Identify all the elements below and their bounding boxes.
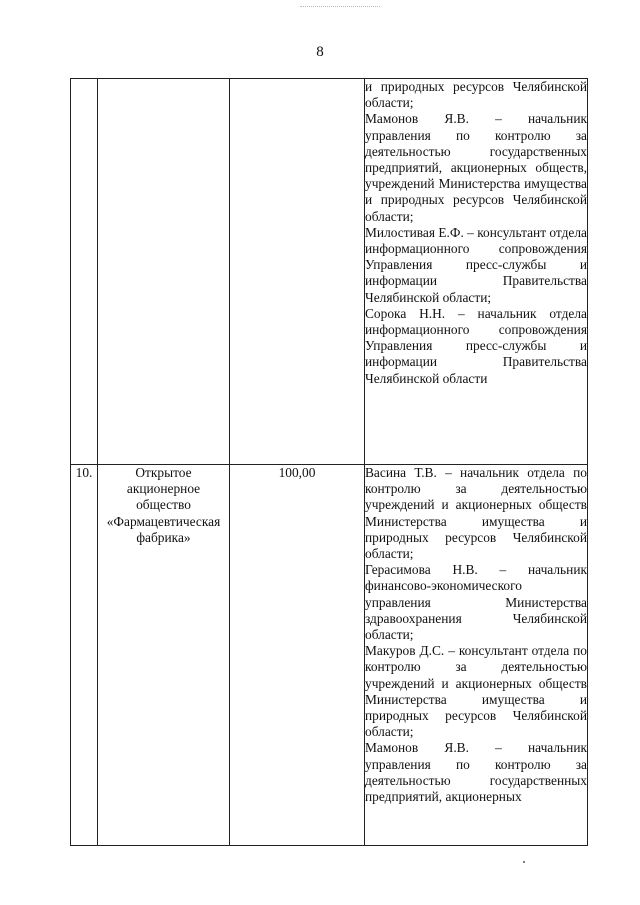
- organization-name-line: Открытое: [135, 465, 192, 480]
- organization-cell: [98, 79, 230, 465]
- row-number-cell: [71, 79, 98, 465]
- organization-cell: [98, 465, 230, 846]
- persons-cell: [365, 465, 588, 846]
- organization-name-line: фабрика»: [136, 529, 191, 545]
- person-entry: Мамонов Я.В. – начальник управления по контролю за деятельностью государственных предприятий, акционерных: [365, 740, 587, 805]
- person-entry: Сорока Н.Н. – начальник отдела информационного сопровождения Управления пресс-службы и информации Правительства Челябинской области: [365, 305, 587, 386]
- page-number: 8: [316, 44, 324, 60]
- person-entry: Герасимова Н.В. – начальник финансово-экономического управления Министерства здравоохранения Челябинской области;: [365, 562, 587, 643]
- person-entry: и природных ресурсов Челябинской области;: [365, 79, 587, 111]
- person-entry: Милостивая Е.Ф. – консультант отдела информационного сопровождения Управления пресс-службы и информации Правительства Челябинской области;: [365, 224, 587, 305]
- table-row: [71, 79, 588, 465]
- row-number-cell: 10.: [71, 465, 98, 846]
- persons-table: [70, 78, 588, 846]
- organization-name-line: «Фармацевтическая: [106, 513, 221, 529]
- table-row: [71, 465, 588, 846]
- organization-name-line: общество: [136, 497, 191, 513]
- person-entry: Мамонов Я.В. – начальник управления по контролю за деятельностью государственных предприятий, акционерных обществ, учреждений Министерства имущества и природных ресурсов Челябинской области;: [365, 111, 587, 224]
- scan-dot: [523, 861, 525, 863]
- share-cell: [230, 79, 365, 465]
- persons-cell: [365, 79, 588, 465]
- share-cell: 100,00: [230, 465, 365, 846]
- person-entry: Макуров Д.С. – консультант отдела по контролю за деятельностью учреждений и акционерных обществ Министерства имущества и природных ресурсов Челябинской области;: [365, 643, 587, 740]
- scan-artifact: [300, 6, 380, 8]
- person-entry: Васина Т.В. – начальник отдела по контролю за деятельностью учреждений и акционерных обществ Министерства имущества и природных ресурсов Челябинской области;: [365, 465, 587, 562]
- organization-name-line: акционерное: [126, 481, 201, 497]
